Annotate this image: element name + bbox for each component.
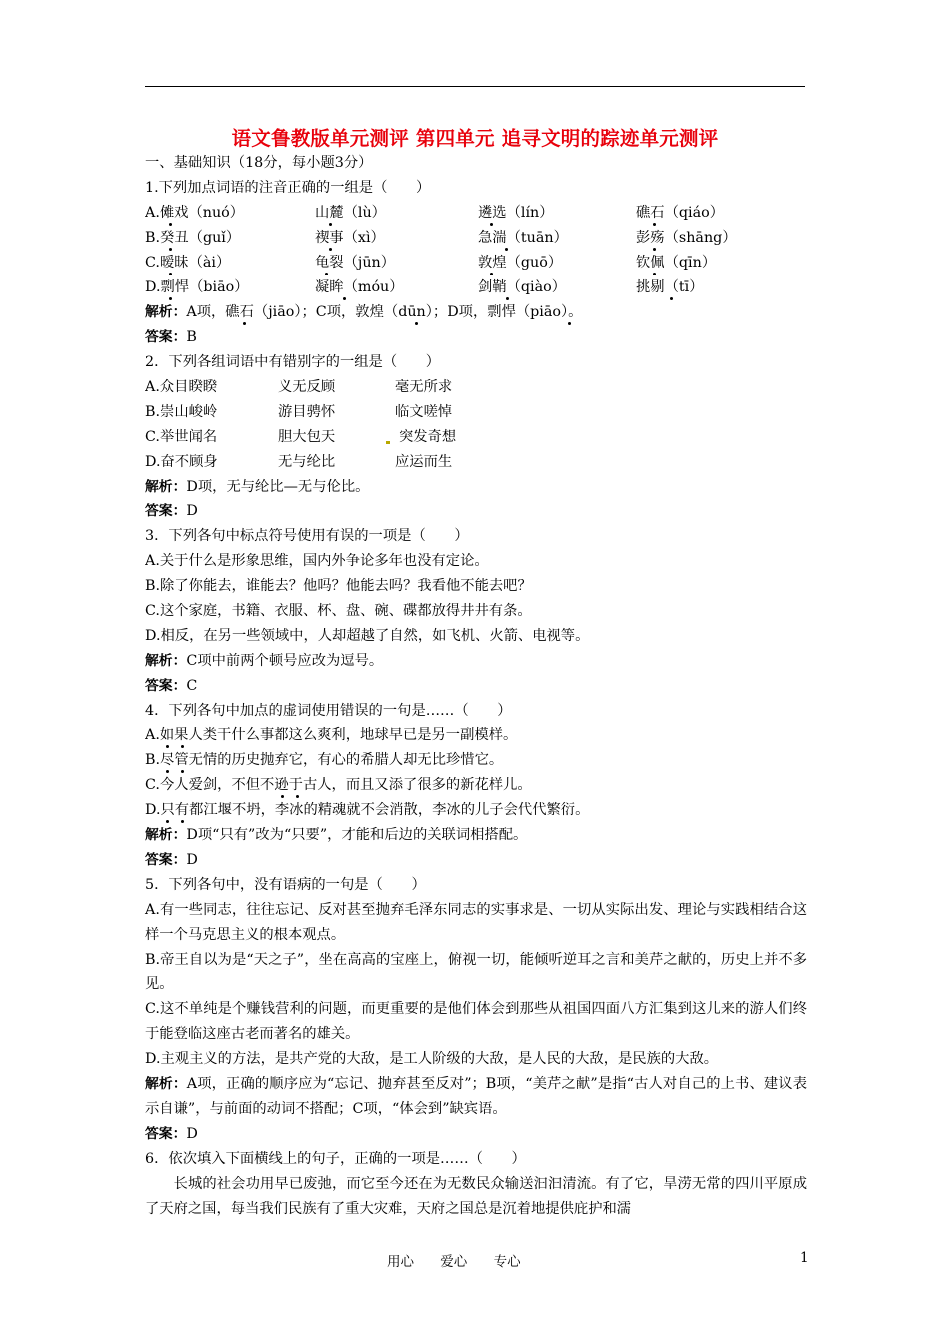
answer-value: D xyxy=(186,503,198,520)
q5-answer xyxy=(145,1122,807,1147)
q1-row-a xyxy=(145,201,807,226)
analysis-label: 解析： xyxy=(145,652,187,669)
footer-item: 专心 xyxy=(493,1254,521,1270)
q3-stem: 3．下列各句中标点符号使用有误的一项是（ ） xyxy=(145,528,469,545)
q5-option-a: A.有一些同志，往往忘记、反对甚至抛弃毛泽东同志的实事求是、一切从实际出发、理论与实践相结合这样一个马克思主义的根本观点。 xyxy=(145,901,807,943)
q6-passage: 长城的社会功用早已废弛，而它至今还在为无数民众输送汩汩清流。有了它，旱涝无常的四川平原成了天府之国，每当我们民族有了重大灾难，天府之国总是沉着地提供庇护和濡 xyxy=(145,1175,807,1217)
q1-row-c xyxy=(145,251,807,276)
q3-option-c: C.这个家庭，书籍、衣服、杯、盘、碗、碟都放得井井有条。 xyxy=(145,603,532,620)
q2-option: 胆大包天 xyxy=(278,428,336,445)
q3-answer xyxy=(145,674,807,699)
q1-answer xyxy=(145,325,807,350)
analysis-label: 解析： xyxy=(145,1076,187,1093)
page-number: 1 xyxy=(800,1250,809,1266)
q2-row-c xyxy=(145,425,807,450)
q1-option: B.癸丑（guǐ） xyxy=(145,229,241,246)
q1-row-b xyxy=(145,226,807,251)
header-rule xyxy=(145,86,805,87)
analysis-text: D项“只有”改为“只要”，才能和后边的关联词相搭配。 xyxy=(186,827,528,844)
q2-option: C.举世闻名 xyxy=(145,428,218,445)
q1-stem: 1.下列加点词语的注音正确的一组是（ ） xyxy=(145,179,431,196)
section-heading: 一、基础知识（18分，每小题3分） xyxy=(145,155,373,171)
answer-label: 答案： xyxy=(145,503,187,520)
q2-option: 应运而生 xyxy=(395,453,453,470)
q4-stem: 4．下列各句中加点的虚词使用错误的一句是……（ ） xyxy=(145,702,512,719)
q5-option-d: D.主观主义的方法，是共产党的大敌，是工人阶级的大敌，是人民的大敌，是民族的大敌。 xyxy=(145,1051,719,1068)
q1-option: C.暧昧（ài） xyxy=(145,254,231,271)
q4-option-c xyxy=(145,773,807,798)
q2-option: 游目骋怀 xyxy=(278,403,336,420)
document-title: 语文鲁教版单元测评 第四单元 追寻文明的踪迹单元测评 xyxy=(231,127,719,150)
page-footer xyxy=(387,1250,543,1270)
q2-analysis xyxy=(145,475,807,500)
q2-option: 义无反顾 xyxy=(278,379,336,396)
q4-option-text: A.如果人类干什么事都这么爽利，地球早已是另一副模样。 xyxy=(145,727,518,744)
q2-option: 临文嗟悼 xyxy=(395,403,453,420)
q4-answer xyxy=(145,848,807,873)
footer-item: 爱心 xyxy=(440,1254,468,1270)
q4-option-text: B.尽管无情的历史抛弃它，有心的希腊人却无比珍惜它。 xyxy=(145,752,504,769)
q2-row-b xyxy=(145,400,807,425)
q1-option: 山麓（lù） xyxy=(315,204,386,221)
analysis-label: 解析： xyxy=(145,478,187,495)
analysis-text: A项，礁石（jiāo）；C项，敦煌（dūn）；D项，剽悍（piāo）。 xyxy=(186,304,583,321)
q1-option: 敦煌（guō） xyxy=(478,254,563,271)
q6-stem: 6．依次填入下面横线上的句子，正确的一项是……（ ） xyxy=(145,1150,526,1167)
q4-option-text: C.今人爱剑，不但不逊于古人，而且又添了很多的新花样儿。 xyxy=(145,777,532,794)
answer-value: D xyxy=(186,1125,198,1142)
q4-option-text: D.只有都江堰不坍，李冰的精魂就不会消散，李冰的儿子会代代繁衍。 xyxy=(145,802,590,819)
q4-option-a xyxy=(145,723,807,748)
q2-row-d xyxy=(145,450,807,475)
q2-option: 无与纶比 xyxy=(278,453,336,470)
q1-option: D.剽悍（biāo） xyxy=(145,279,249,296)
analysis-label: 解析： xyxy=(145,827,187,844)
footer-item: 用心 xyxy=(387,1254,414,1270)
answer-label: 答案： xyxy=(145,851,187,868)
q2-option: 毫无所求 xyxy=(395,379,453,396)
q1-option: 龟裂（jūn） xyxy=(315,254,396,271)
q3-option-b: B.除了你能去，谁能去？他吗？他能去吗？我看他不能去吧？ xyxy=(145,578,532,595)
analysis-text: D项，无与纶比—无与伦比。 xyxy=(186,478,370,495)
q4-option-d xyxy=(145,798,807,823)
answer-label: 答案： xyxy=(145,677,187,694)
analysis-label: 解析： xyxy=(145,304,187,321)
q5-analysis xyxy=(145,1072,807,1122)
q1-analysis xyxy=(145,300,807,325)
q5-option-b: B.帝王自以为是“天之子”，坐在高高的宝座上，俯视一切，能倾听逆耳之言和美芹之献的，历史上并不多见。 xyxy=(145,951,807,993)
q1-option: 彭殇（shāng） xyxy=(636,229,737,246)
q2-stem: 2．下列各组词语中有错别字的一组是（ ） xyxy=(145,354,441,371)
q1-option: 凝眸（móu） xyxy=(315,279,404,296)
answer-value: C xyxy=(186,677,198,694)
q4-analysis xyxy=(145,823,807,848)
q1-option: 挑剔（tī） xyxy=(636,279,704,296)
answer-label: 答案： xyxy=(145,1125,187,1142)
q4-option-b xyxy=(145,748,807,773)
q1-row-d xyxy=(145,275,807,300)
q1-option: A.傩戏（nuó） xyxy=(145,204,245,221)
analysis-text: C项中前两个顿号应改为逗号。 xyxy=(186,652,384,669)
q5-stem: 5．下列各句中，没有语病的一句是（ ） xyxy=(145,876,426,893)
q2-option: B.崇山峻岭 xyxy=(145,403,218,420)
q1-option: 剑鞘（qiào） xyxy=(478,279,567,296)
q1-option: 遴选（lín） xyxy=(478,204,554,221)
q1-option: 急湍（tuān） xyxy=(478,229,568,246)
q1-option: 钦佩（qīn） xyxy=(636,254,717,271)
q1-option: 禊事（xì） xyxy=(315,229,385,246)
q3-option-d: D.相反，在另一些领域中，人却超越了自然，如飞机、火箭、电视等。 xyxy=(145,627,590,644)
q3-analysis xyxy=(145,649,807,674)
answer-value: B xyxy=(186,329,197,346)
answer-label: 答案： xyxy=(145,329,187,346)
answer-value: D xyxy=(186,851,198,868)
analysis-text: A项，正确的顺序应为“忘记、抛弃甚至反对”；B项，“美芹之献”是指“古人对自己的上书、建议表示自谦”，与前面的动词不搭配；C项，“体会到”缺宾语。 xyxy=(145,1076,808,1117)
q2-option: 突发奇想 xyxy=(399,428,457,445)
q5-option-c: C.这不单纯是个赚钱营利的问题，而更重要的是他们体会到那些从祖国四面八方汇集到这儿来的游人们终于能登临这座古老而著名的雄关。 xyxy=(145,1001,807,1043)
q2-answer xyxy=(145,499,807,524)
q1-option: 礁石（qiáo） xyxy=(636,204,725,221)
q2-option: D.奋不顾身 xyxy=(145,453,218,470)
q3-option-a: A.关于什么是形象思维，国内外争论多年也没有定论。 xyxy=(145,553,489,570)
document-body xyxy=(145,151,807,1221)
q2-row-a xyxy=(145,375,807,400)
q2-option: A.众目睽睽 xyxy=(145,379,218,396)
